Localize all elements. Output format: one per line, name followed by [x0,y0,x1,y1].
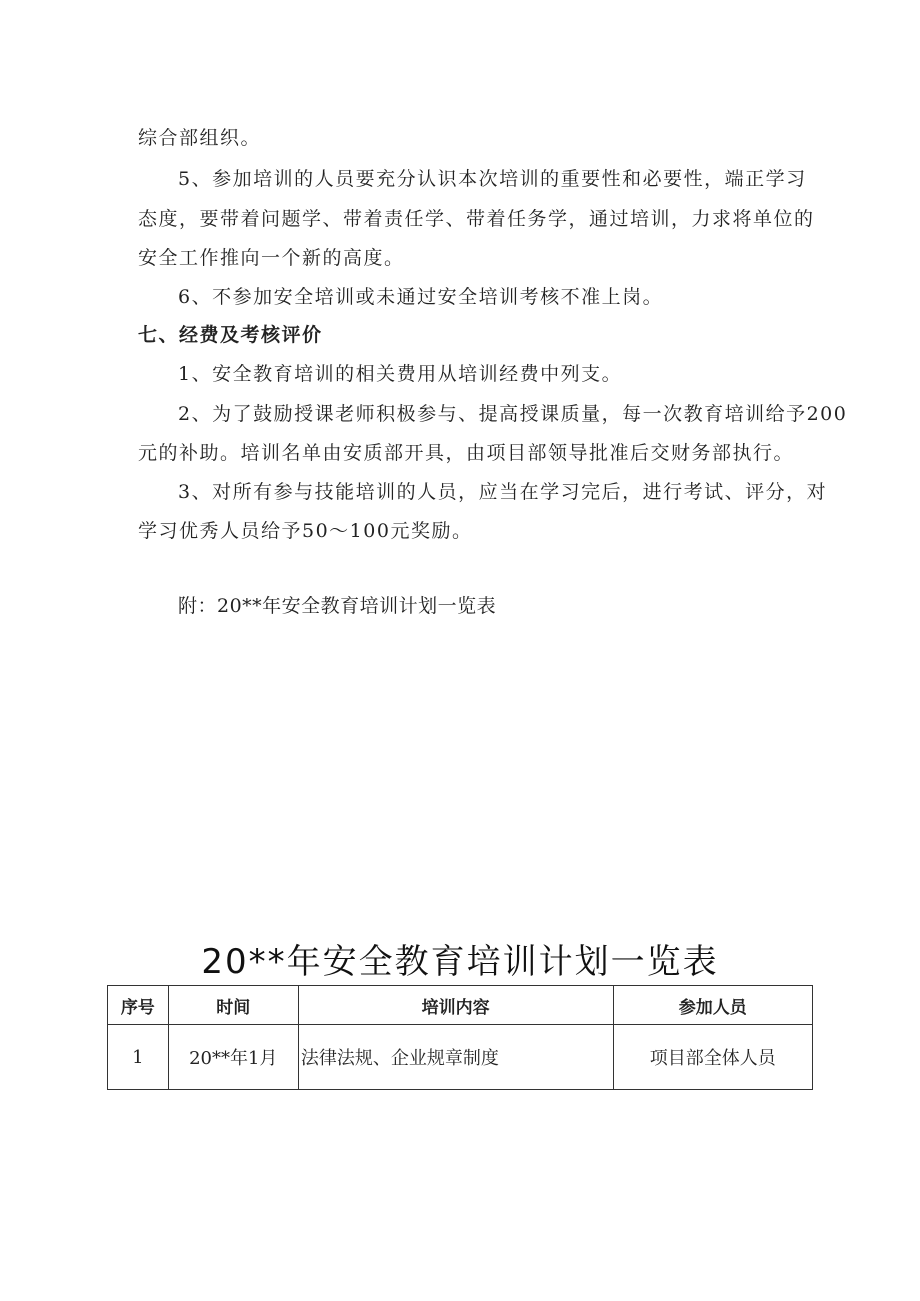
cell-participants: 项目部全体人员 [613,1025,813,1090]
header-time: 时间 [168,986,298,1025]
header-content: 培训内容 [298,986,613,1025]
paragraph-line: 态度，要带着问题学、带着责任学、带着任务学，通过培训，力求将单位的 [138,208,815,230]
paragraph-line: 2、为了鼓励授课老师积极参与、提高授课质量，每一次教育培训给予200 [178,403,848,425]
paragraph-line: 6、不参加安全培训或未通过安全培训考核不准上岗。 [178,286,664,308]
training-plan-table [107,985,813,1090]
paragraph-line: 安全工作推向一个新的高度。 [138,247,405,269]
cell-index: 1 [108,1025,169,1090]
section-heading: 七、经费及考核评价 [138,324,323,346]
table-row [108,1025,813,1090]
header-participants: 参加人员 [613,986,813,1025]
cell-time: 20**年1月 [168,1025,298,1090]
paragraph-line: 5、参加培训的人员要充分认识本次培训的重要性和必要性，端正学习 [178,168,807,190]
paragraph-line: 综合部组织。 [138,127,262,149]
paragraph-line: 1、安全教育培训的相关费用从培训经费中列支。 [178,363,623,385]
table-title: 20**年安全教育培训计划一览表 [201,942,719,982]
paragraph-line: 学习优秀人员给予50～100元奖励。 [138,520,473,542]
appendix-note: 附：20**年安全教育培训计划一览表 [178,595,497,617]
paragraph-line: 3、对所有参与技能培训的人员，应当在学习完后，进行考试、评分，对 [178,481,828,503]
header-index: 序号 [108,986,169,1025]
table-header-row [108,986,813,1025]
cell-content: 法律法规、企业规章制度 [298,1025,613,1090]
paragraph-line: 元的补助。培训名单由安质部开具，由项目部领导批准后交财务部执行。 [138,442,795,464]
